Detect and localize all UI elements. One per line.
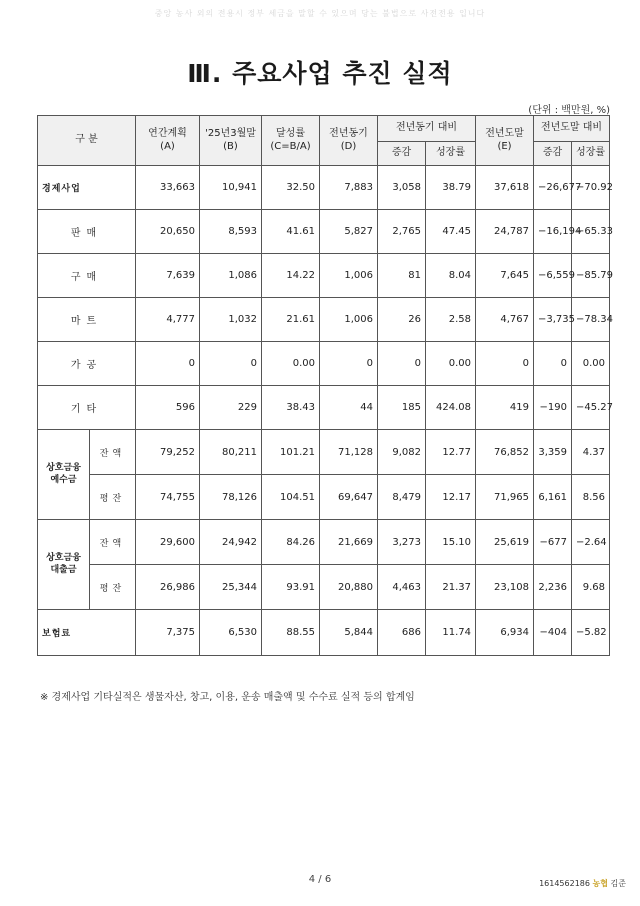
value-cell: 32.50 <box>262 166 320 210</box>
value-cell: 0.00 <box>426 342 476 386</box>
value-cell: −45.27 <box>572 386 610 430</box>
value-cell: 1,006 <box>320 298 378 342</box>
value-cell: 37,618 <box>476 166 534 210</box>
value-cell: 25,344 <box>200 565 262 610</box>
group-line: 상호금융 <box>46 462 81 473</box>
value-cell: 23,108 <box>476 565 534 610</box>
value-cell: 11.74 <box>426 610 476 656</box>
header-change-2: 증감 <box>534 142 572 166</box>
header-growth-2: 성장률 <box>572 142 610 166</box>
value-cell: 6,530 <box>200 610 262 656</box>
value-cell: 74,755 <box>136 475 200 520</box>
value-cell: 21.37 <box>426 565 476 610</box>
sub-label: 잔액 <box>90 430 136 475</box>
page-number: 4 / 6 <box>308 874 332 885</box>
row-label: 보험료 <box>38 610 136 656</box>
value-cell: 0 <box>200 342 262 386</box>
value-cell: 2,236 <box>534 565 572 610</box>
value-cell: 26 <box>378 298 426 342</box>
value-cell: 104.51 <box>262 475 320 520</box>
value-cell: 78,126 <box>200 475 262 520</box>
value-cell: 76,852 <box>476 430 534 475</box>
row-label: 기타 <box>38 386 136 430</box>
value-cell: 26,986 <box>136 565 200 610</box>
group-line: 상호금융 <box>46 552 81 563</box>
value-cell: 101.21 <box>262 430 320 475</box>
value-cell: 9.68 <box>572 565 610 610</box>
value-cell: 24,942 <box>200 520 262 565</box>
value-cell: 8,593 <box>200 210 262 254</box>
value-cell: −16,194 <box>534 210 572 254</box>
value-cell: 0 <box>534 342 572 386</box>
stamp-name: 김준 <box>610 879 626 888</box>
header-march: '25년3월말 (B) <box>200 116 262 166</box>
header-prev-same: 전년동기 (D) <box>320 116 378 166</box>
header-prev-end: 전년도말 (E) <box>476 116 534 166</box>
performance-table <box>37 115 614 656</box>
value-cell: 12.17 <box>426 475 476 520</box>
value-cell: 3,359 <box>534 430 572 475</box>
row-label: 가공 <box>38 342 136 386</box>
unit-label: (단위 : 백만원, %) <box>528 105 610 116</box>
value-cell: −70.92 <box>572 166 610 210</box>
value-cell: 2,765 <box>378 210 426 254</box>
group-line: 예수금 <box>50 474 77 485</box>
value-cell: 21,669 <box>320 520 378 565</box>
value-cell: 6,934 <box>476 610 534 656</box>
value-cell: 10,941 <box>200 166 262 210</box>
value-cell: 9,082 <box>378 430 426 475</box>
header-achieve: 달성률 (C=B/A) <box>262 116 320 166</box>
value-cell: 88.55 <box>262 610 320 656</box>
value-cell: 0 <box>320 342 378 386</box>
value-cell: 596 <box>136 386 200 430</box>
value-cell: 8.04 <box>426 254 476 298</box>
loan-group-label <box>38 520 90 610</box>
value-cell: 0 <box>476 342 534 386</box>
value-cell: 185 <box>378 386 426 430</box>
value-cell: 3,058 <box>378 166 426 210</box>
value-cell: 1,032 <box>200 298 262 342</box>
value-cell: 8.56 <box>572 475 610 520</box>
value-cell: 80,211 <box>200 430 262 475</box>
stamp-id: 1614562186 <box>539 879 590 888</box>
sub-label: 평잔 <box>90 475 136 520</box>
value-cell: 7,645 <box>476 254 534 298</box>
table-row <box>38 298 610 342</box>
value-cell: 3,273 <box>378 520 426 565</box>
table-row <box>38 430 610 475</box>
table-row <box>38 210 610 254</box>
sub-label: 평잔 <box>90 565 136 610</box>
sub-label: 잔액 <box>90 520 136 565</box>
header-growth-1: 성장률 <box>426 142 476 166</box>
value-cell: −677 <box>534 520 572 565</box>
value-cell: 5,844 <box>320 610 378 656</box>
row-label: 구매 <box>38 254 136 298</box>
value-cell: 93.91 <box>262 565 320 610</box>
value-cell: 21.61 <box>262 298 320 342</box>
footnote: ※ 경제사업 기타실적은 생물자산, 창고, 이용, 운송 매출액 및 수수료 실적 등의 합계임 <box>40 692 415 703</box>
value-cell: 12.77 <box>426 430 476 475</box>
value-cell: 41.61 <box>262 210 320 254</box>
value-cell: 4,463 <box>378 565 426 610</box>
page-title: Ⅲ. 주요사업 추진 실적 <box>187 59 453 88</box>
value-cell: 4,767 <box>476 298 534 342</box>
deposit-group-label <box>38 430 90 520</box>
document-stamp <box>539 878 626 889</box>
header-annual-plan: 연간계획 (A) <box>136 116 200 166</box>
value-cell: −3,735 <box>534 298 572 342</box>
value-cell: 29,600 <box>136 520 200 565</box>
header-change-1: 증감 <box>378 142 426 166</box>
value-cell: −6,559 <box>534 254 572 298</box>
value-cell: 4,777 <box>136 298 200 342</box>
value-cell: 20,650 <box>136 210 200 254</box>
value-cell: 229 <box>200 386 262 430</box>
header-vs-prev-end: 전년도말 대비 <box>534 116 610 142</box>
value-cell: −5.82 <box>572 610 610 656</box>
value-cell: 24,787 <box>476 210 534 254</box>
row-label: 판매 <box>38 210 136 254</box>
watermark-text: 중앙 농사 외의 전용시 정부 세금을 말할 수 있으며 당는 불법으로 사전전용 입니다 <box>154 9 486 18</box>
table-row <box>38 254 610 298</box>
value-cell: 38.79 <box>426 166 476 210</box>
value-cell: 84.26 <box>262 520 320 565</box>
value-cell: 33,663 <box>136 166 200 210</box>
value-cell: 2.58 <box>426 298 476 342</box>
header-row-1 <box>38 116 610 142</box>
value-cell: −78.34 <box>572 298 610 342</box>
value-cell: 71,128 <box>320 430 378 475</box>
value-cell: 44 <box>320 386 378 430</box>
value-cell: 424.08 <box>426 386 476 430</box>
value-cell: 1,006 <box>320 254 378 298</box>
value-cell: 419 <box>476 386 534 430</box>
value-cell: 4.37 <box>572 430 610 475</box>
value-cell: 79,252 <box>136 430 200 475</box>
value-cell: 0 <box>378 342 426 386</box>
value-cell: 0 <box>136 342 200 386</box>
row-label: 마트 <box>38 298 136 342</box>
table-row <box>38 565 610 610</box>
value-cell: 25,619 <box>476 520 534 565</box>
value-cell: 71,965 <box>476 475 534 520</box>
value-cell: 14.22 <box>262 254 320 298</box>
value-cell: −26,677 <box>534 166 572 210</box>
stamp-logo: 농협 <box>592 879 608 888</box>
value-cell: 5,827 <box>320 210 378 254</box>
header-vs-prev-same: 전년동기 대비 <box>378 116 476 142</box>
value-cell: 7,639 <box>136 254 200 298</box>
table-row <box>38 475 610 520</box>
value-cell: 69,647 <box>320 475 378 520</box>
row-label: 경제사업 <box>38 166 136 210</box>
value-cell: 47.45 <box>426 210 476 254</box>
value-cell: −2.64 <box>572 520 610 565</box>
table-row <box>38 386 610 430</box>
value-cell: 8,479 <box>378 475 426 520</box>
value-cell: −404 <box>534 610 572 656</box>
value-cell: 20,880 <box>320 565 378 610</box>
value-cell: 0.00 <box>572 342 610 386</box>
table-row <box>38 342 610 386</box>
value-cell: 15.10 <box>426 520 476 565</box>
value-cell: 38.43 <box>262 386 320 430</box>
value-cell: 7,375 <box>136 610 200 656</box>
value-cell: 7,883 <box>320 166 378 210</box>
header-category: 구 분 <box>38 116 136 166</box>
value-cell: −85.79 <box>572 254 610 298</box>
value-cell: −65.33 <box>572 210 610 254</box>
table-row <box>38 520 610 565</box>
value-cell: 686 <box>378 610 426 656</box>
value-cell: 6,161 <box>534 475 572 520</box>
value-cell: −190 <box>534 386 572 430</box>
table-row <box>38 610 610 656</box>
value-cell: 1,086 <box>200 254 262 298</box>
table-row <box>38 166 610 210</box>
value-cell: 81 <box>378 254 426 298</box>
value-cell: 0.00 <box>262 342 320 386</box>
group-line: 대출금 <box>50 564 77 575</box>
